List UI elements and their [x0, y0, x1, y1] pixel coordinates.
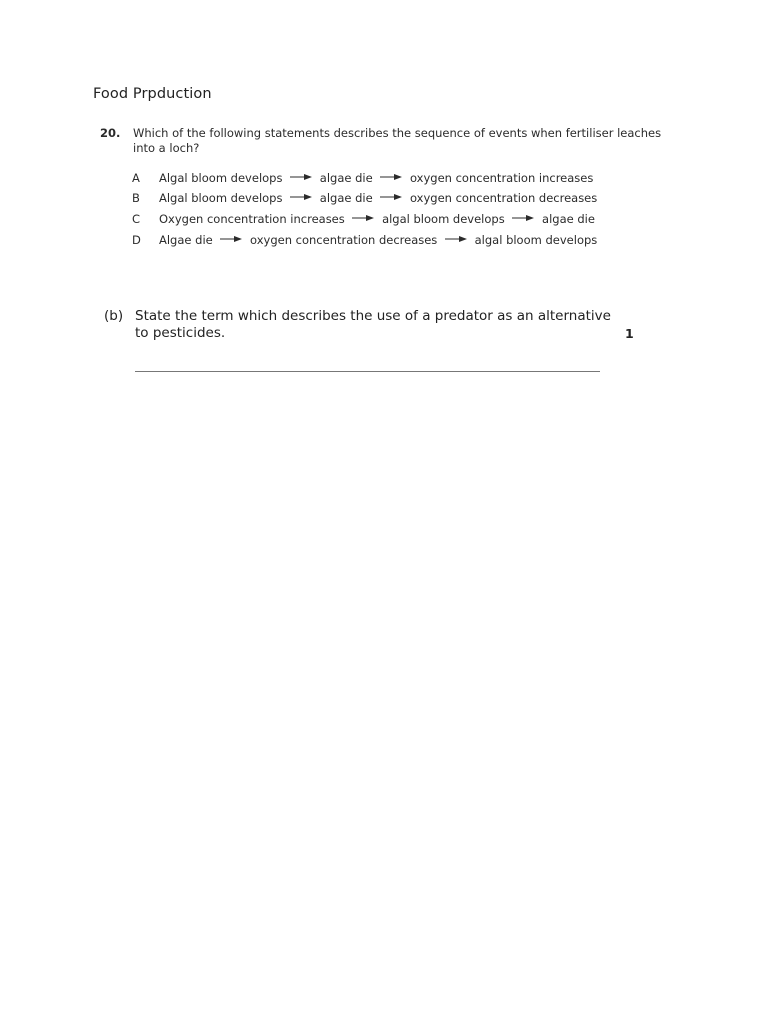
right-arrow-icon: [512, 214, 534, 222]
option-step: algal bloom develops: [382, 212, 505, 226]
option-step: algae die: [319, 191, 373, 205]
option-a: [100, 171, 680, 187]
marks-value: 1: [625, 326, 634, 341]
option-letter: B: [132, 191, 140, 205]
right-arrow-icon: [380, 173, 402, 181]
option-step: algal bloom develops: [474, 233, 598, 247]
option-text: [159, 171, 593, 186]
option-letter: A: [132, 171, 140, 185]
option-step: Oxygen concentration increases: [159, 212, 345, 226]
right-arrow-icon: [445, 235, 467, 243]
option-text: [159, 191, 597, 206]
page-title: Food Prpduction: [93, 86, 212, 102]
part-text: State the term which describes the use of a predator as an alternative to pesticides.: [135, 308, 611, 341]
right-arrow-icon: [290, 173, 312, 181]
question-text: Which of the following statements describes the sequence of events when fertiliser leaches into a loch?: [133, 126, 662, 155]
option-step: oxygen concentration decreases: [250, 233, 438, 247]
option-text: [159, 212, 595, 227]
option-step: algae die: [319, 171, 373, 185]
option-d: [100, 233, 680, 249]
option-step: Algae die: [159, 233, 213, 247]
option-step: Algal bloom develops: [159, 191, 283, 205]
right-arrow-icon: [352, 214, 374, 222]
option-step: algae die: [542, 212, 595, 226]
question-number: 20.: [100, 126, 121, 140]
answer-line[interactable]: [135, 371, 600, 372]
right-arrow-icon: [290, 193, 312, 201]
option-letter: D: [132, 233, 141, 247]
right-arrow-icon: [380, 193, 402, 201]
part-label: (b): [104, 308, 124, 324]
right-arrow-icon: [220, 235, 242, 243]
option-b: [100, 191, 680, 207]
option-text: [159, 233, 597, 248]
option-letter: C: [132, 212, 141, 226]
option-c: [100, 212, 680, 228]
option-step: Algal bloom develops: [159, 171, 283, 185]
option-step: oxygen concentration decreases: [409, 191, 598, 205]
option-step: oxygen concentration increases: [409, 171, 594, 185]
